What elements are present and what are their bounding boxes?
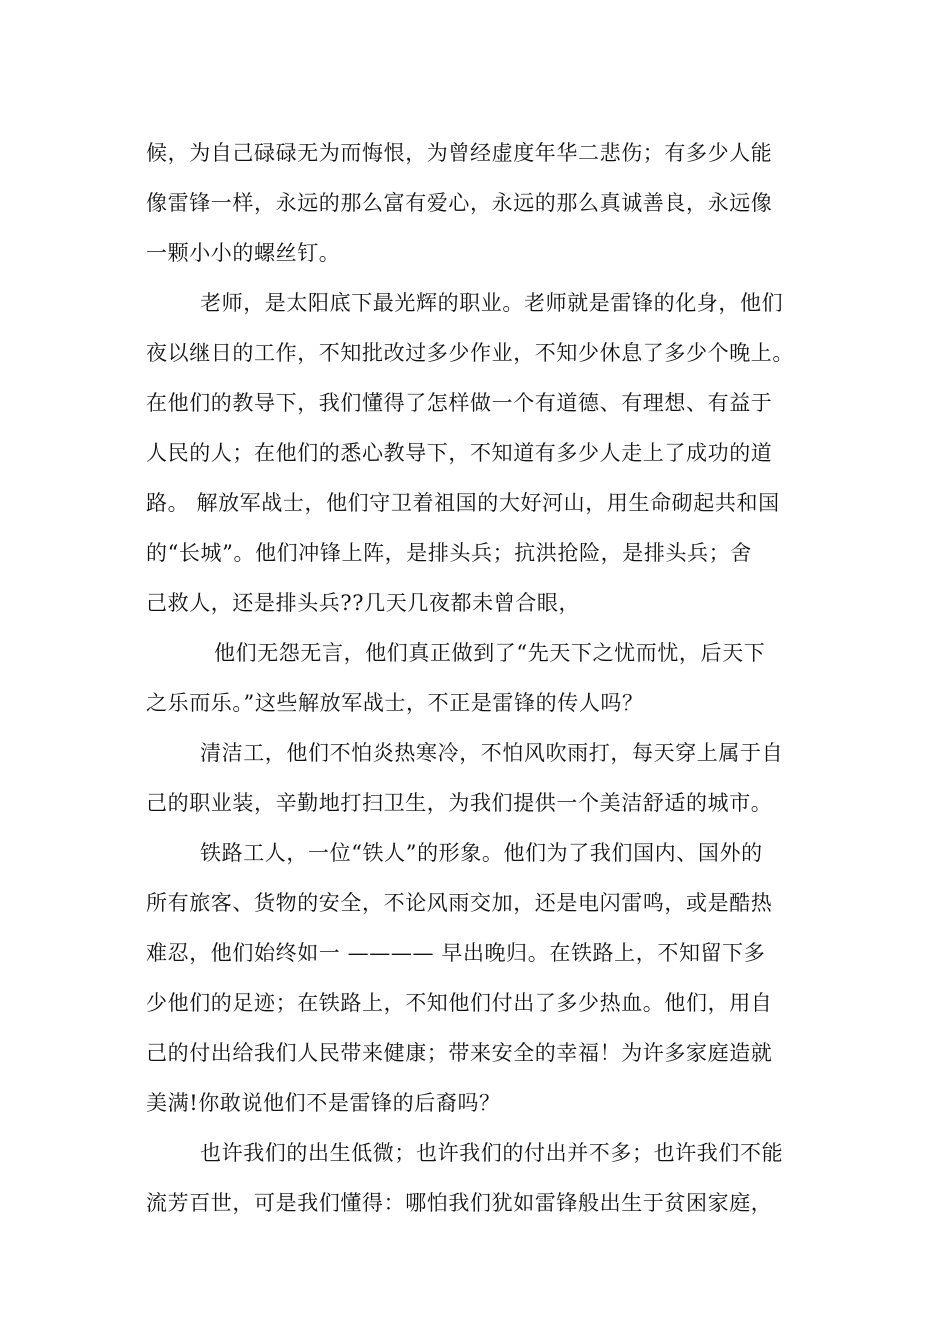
text-line: 像雷锋一样，永远的那么富有爱心，永远的那么真诚善良，永远像 [146,191,773,215]
text-line: 人民的人；在他们的悉心教导下，不知道有多少人走上了成功的道 [146,441,773,465]
text-line: 夜以继日的工作，不知批改过多少作业，不知少休息了多少个晚上。 [146,341,794,365]
text-line: 他们无怨无言，他们真正做到了“先天下之忧而忧，后天下 [214,641,766,665]
text-line: 铁路工人，一位“铁人”的形象。他们为了我们国内、国外的 [200,841,763,865]
text-line: 己的付出给我们人民带来健康；带来安全的幸福！为许多家庭造就 [146,1041,773,1065]
text-line: 美满!你敢说他们不是雷锋的后裔吗？ [146,1091,501,1115]
text-line: 老师，是太阳底下最光辉的职业。老师就是雷锋的化身，他们 [200,291,784,315]
text-line: 路。 解放军战士，他们守卫着祖国的大好河山，用生命砌起共和国 [146,491,780,515]
text-line: 少他们的足迹；在铁路上，不知他们付出了多少热血。他们，用自 [146,991,773,1015]
text-line: 己救人，还是排头兵??几天几夜都未曾合眼， [146,591,581,615]
text-line: 所有旅客、货物的安全，不论风雨交加，还是电闪雷鸣，或是酷热 [146,891,773,915]
text-line: 流芳百世，可是我们懂得：哪怕我们犹如雷锋般出生于贫困家庭， [146,1191,773,1215]
text-line: 难忍，他们始终如一 ———— 早出晚归。在铁路上，不知留下多 [146,941,766,965]
text-line: 清洁工，他们不怕炎热寒冷，不怕风吹雨打，每天穿上属于自 [200,741,784,765]
text-line: 的“长城”。他们冲锋上阵，是排头兵；抗洪抢险，是排头兵；舍 [146,541,752,565]
text-line: 在他们的教导下，我们懂得了怎样做一个有道德、有理想、有益于 [146,391,773,415]
text-line: 候，为自己碌碌无为而悔恨，为曾经虚度年华二悲伤；有多少人能 [146,141,773,165]
text-line: 一颗小小的螺丝钉。 [146,241,341,265]
text-line: 己的职业装，辛勤地打扫卫生，为我们提供一个美洁舒适的城市。 [146,791,773,815]
text-line: 之乐而乐。”这些解放军战士，不正是雷锋的传人吗？ [146,691,644,715]
text-line: 也许我们的出生低微；也许我们的付出并不多；也许我们不能 [200,1141,784,1165]
